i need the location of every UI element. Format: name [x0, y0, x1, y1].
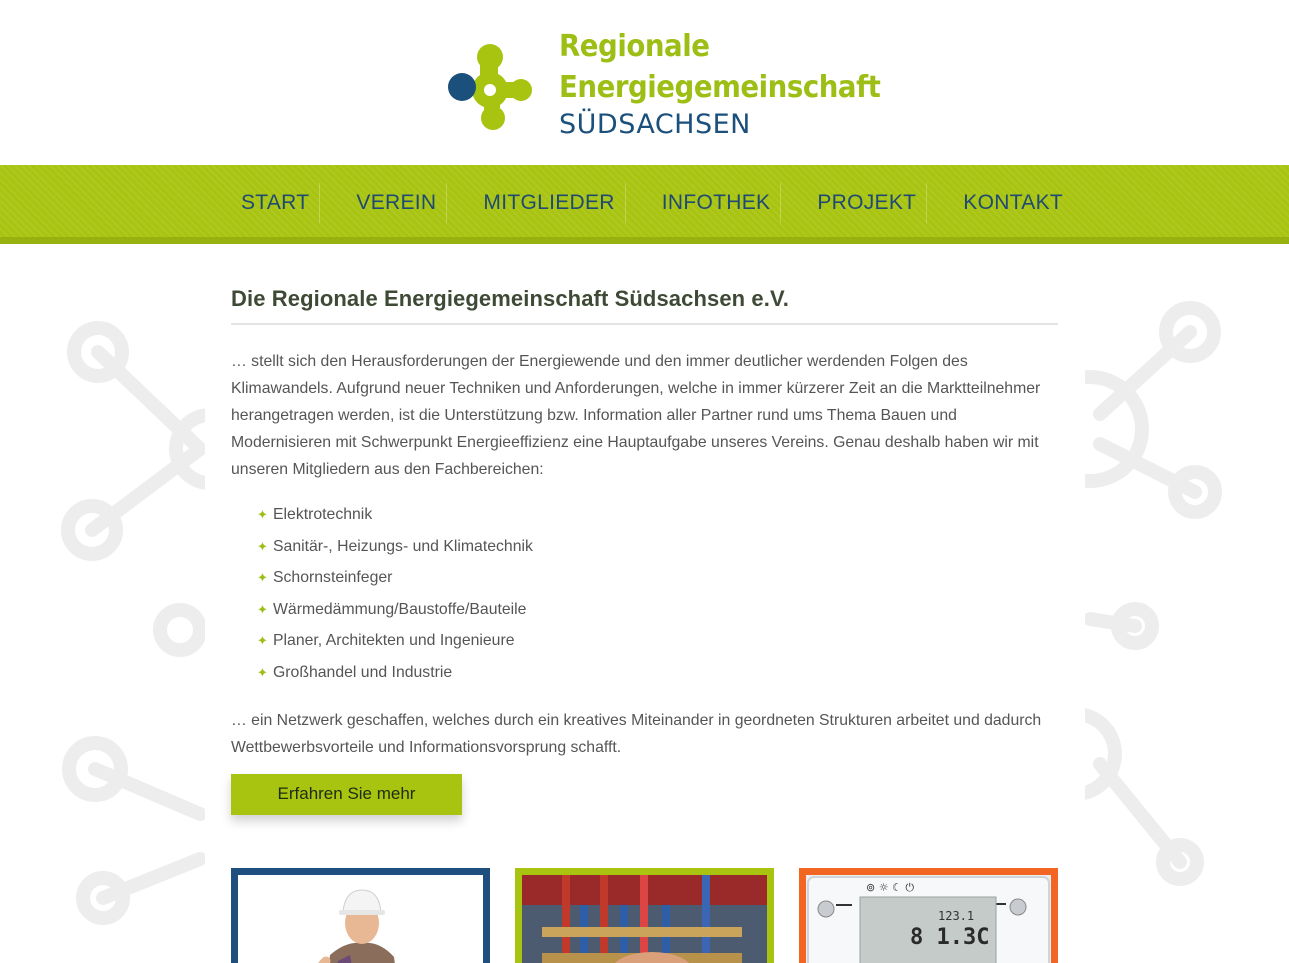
nav-link-kontakt[interactable]: KONTAKT [963, 191, 1064, 214]
nav-link-verein[interactable]: VEREIN [356, 191, 437, 214]
craftsman-photo-icon [238, 875, 483, 963]
logo-molecule-icon [446, 40, 536, 130]
intro-paragraph: … stellt sich den Herausforderungen der Energiewende und den immer deutlicher werdenden Folgen des Klimawandels. Aufgrund neuer Techniken und Anforderungen, welche in immer kürzerer Zeit an die Marktteilnehmer herangetragen werden, ist die Unterstützung bzw. Information aller Partner rund ums Thema Bauen und Modernisieren mit Schwerpunkt Energieeffizienz eine Hauptaufgabe unseres Vereins. Genau deshalb haben wir mit unseren Mitgliedern aus den Fachbereichen: [231, 353, 1041, 478]
bullet-star-icon: ✦ [257, 601, 268, 617]
teaser-cards [231, 868, 1058, 963]
list-item-label: Planer, Architekten und Ingenieure [273, 632, 515, 650]
page-title: Die Regionale Energiegemeinschaft Südsachsen e.V. [231, 286, 1058, 325]
teaser-card-heating-installation[interactable] [515, 868, 774, 963]
nav-item-start[interactable] [220, 183, 320, 223]
main-content [231, 244, 1058, 950]
logo-wordmark [559, 30, 908, 138]
logo-line-energiegemeinschaft: Energiegemeinschaft [559, 70, 881, 105]
nav-item-kontakt[interactable] [927, 183, 1063, 223]
site-logo[interactable] [446, 29, 881, 145]
teaser-card-craftsman[interactable] [231, 868, 490, 963]
thermostat-small-reading: 123.1 [938, 909, 975, 923]
list-item-label: Sanitär-, Heizungs- und Klimatechnik [273, 537, 533, 555]
bullet-star-icon: ✦ [257, 570, 268, 586]
bullet-star-icon: ✦ [257, 633, 268, 649]
list-item-label: Großhandel und Industrie [273, 663, 453, 681]
learn-more-button[interactable]: Erfahren Sie mehr [231, 774, 462, 815]
bullet-star-icon: ✦ [257, 538, 268, 554]
svg-text:⊚ ☼ ☾ ⏻: ⊚ ☼ ☾ ⏻ [866, 881, 915, 894]
site-header [0, 0, 1289, 165]
bullet-star-icon: ✦ [257, 507, 268, 522]
list-item-label: Wärmedämmung/Baustoffe/Bauteile [273, 600, 527, 618]
list-item-label: Schornsteinfeger [273, 569, 393, 587]
list-item [257, 594, 1058, 626]
heating-pipes-photo-icon [522, 875, 767, 963]
nav-item-projekt[interactable] [781, 183, 927, 223]
nav-item-infothek[interactable] [626, 183, 782, 223]
list-item [257, 499, 1058, 531]
field-list [257, 499, 1058, 689]
nav-link-mitglieder[interactable]: MITGLIEDER [483, 191, 615, 214]
nav-link-projekt[interactable]: PROJEKT [817, 191, 917, 214]
main-navigation [0, 165, 1289, 244]
list-item [257, 625, 1058, 657]
teaser-card-thermostat[interactable] [799, 868, 1058, 963]
logo-line-suedsachsen: SÜDSACHSEN [559, 109, 751, 140]
outro-paragraph: … ein Netzwerk geschaffen, welches durch ein kreatives Miteinander in geordneten Strukturen arbeitet und dadurch Wettbewerbsvorteile und Informationsvorsprung schafft. [231, 711, 1042, 756]
nav-item-mitglieder[interactable] [447, 183, 625, 223]
nav-item-verein[interactable] [320, 183, 447, 223]
list-item-label: Elektrotechnik [273, 506, 373, 523]
bullet-star-icon: ✦ [257, 664, 268, 680]
thermostat-large-reading: 8 1.3C [910, 925, 990, 950]
list-item [257, 657, 1058, 689]
nav-link-start[interactable]: START [241, 191, 310, 214]
list-item [257, 562, 1058, 594]
nav-list [220, 183, 1063, 223]
nav-link-infothek[interactable]: INFOTHEK [661, 191, 771, 214]
list-item [257, 531, 1058, 563]
logo-line-regionale: Regionale [559, 29, 710, 64]
